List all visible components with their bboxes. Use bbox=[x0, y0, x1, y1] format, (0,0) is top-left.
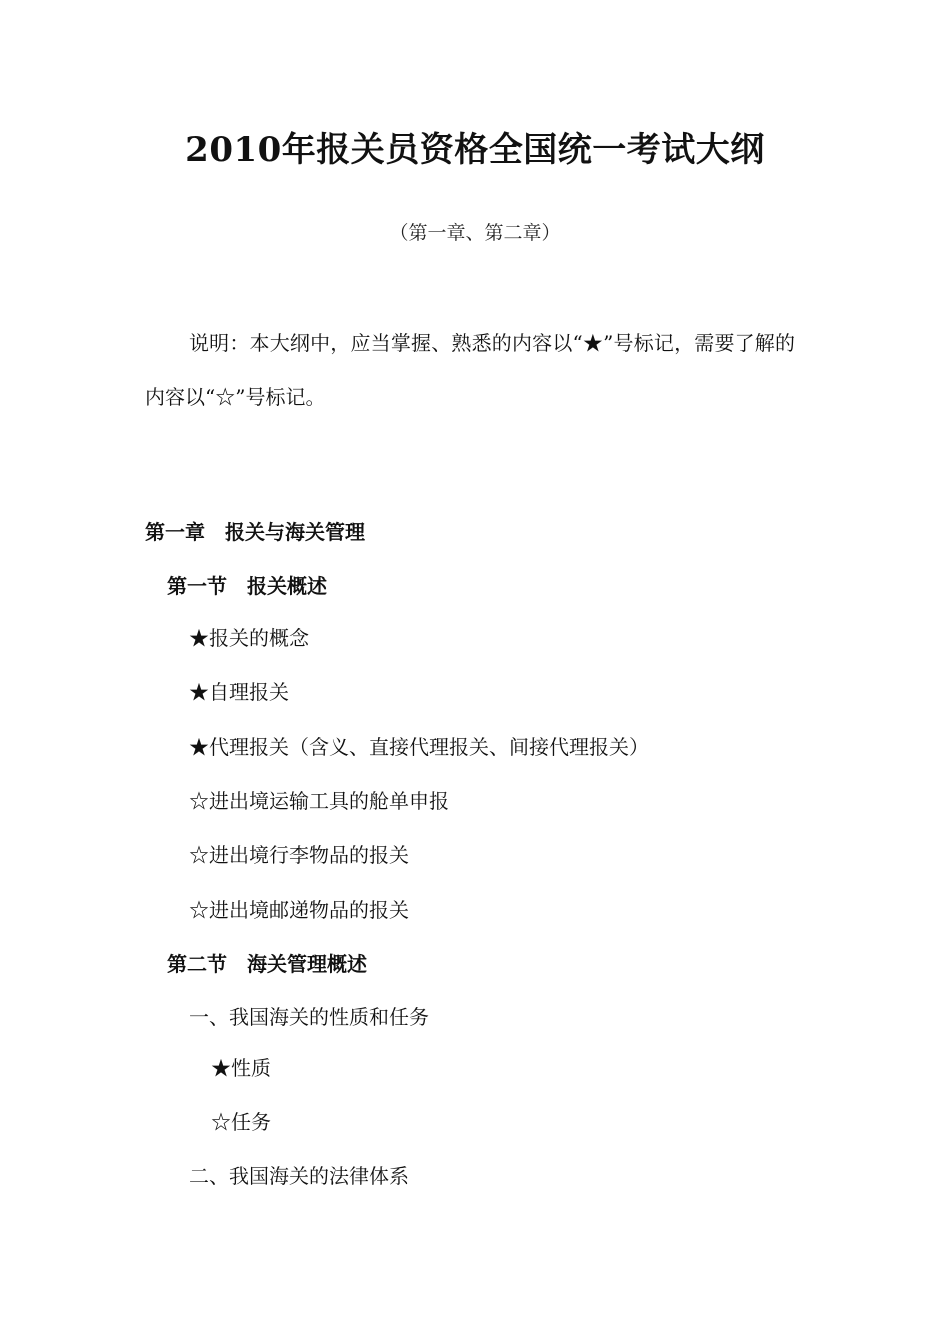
section-heading: 第一节 报关概述 bbox=[167, 574, 327, 598]
list-item: ☆进出境行李物品的报关 bbox=[189, 843, 409, 867]
subsection-heading: 一、我国海关的性质和任务 bbox=[189, 1005, 429, 1029]
section-heading: 第二节 海关管理概述 bbox=[167, 952, 367, 976]
document-title: 2010年报关员资格全国统一考试大纲 bbox=[185, 130, 765, 170]
document-subtitle: （第一章、第二章） bbox=[389, 222, 561, 244]
chapter-heading: 第一章 报关与海关管理 bbox=[145, 520, 365, 544]
list-item: ★代理报关（含义、直接代理报关、间接代理报关） bbox=[189, 735, 649, 759]
list-item: ★报关的概念 bbox=[189, 626, 309, 650]
intro-paragraph: 说明：本大纲中，应当掌握、熟悉的内容以“★”号标记，需要了解的内容以“☆”号标记。 bbox=[145, 331, 795, 409]
list-item: ★自理报关 bbox=[189, 680, 289, 704]
list-item: ★性质 bbox=[211, 1056, 271, 1080]
list-item: ☆进出境邮递物品的报关 bbox=[189, 898, 409, 922]
subsection-heading: 二、我国海关的法律体系 bbox=[189, 1164, 409, 1188]
list-item: ☆任务 bbox=[211, 1110, 271, 1134]
list-item: ☆进出境运输工具的舱单申报 bbox=[189, 789, 449, 813]
